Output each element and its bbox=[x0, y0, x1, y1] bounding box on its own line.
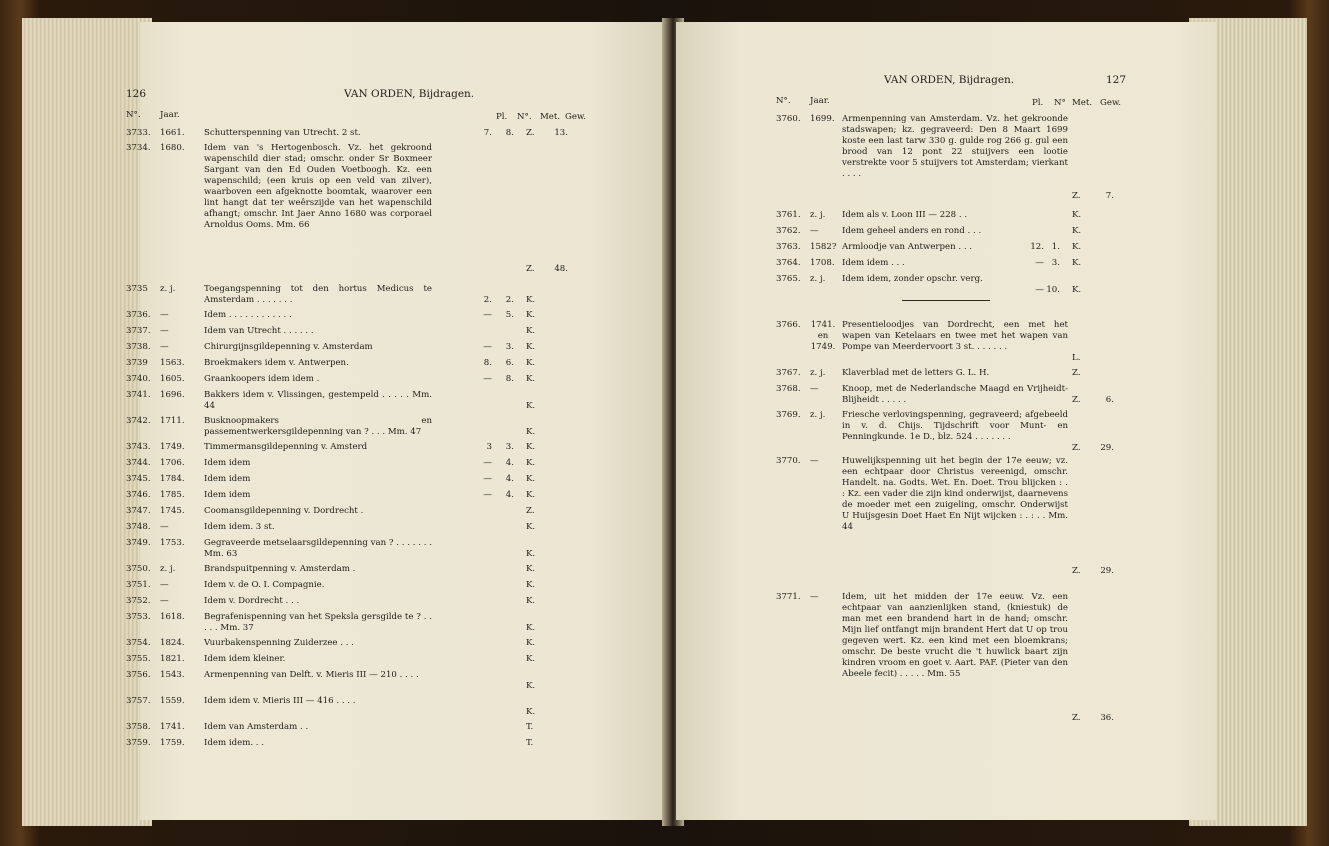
description: Idem idem, zonder opschr. verg. bbox=[842, 274, 983, 284]
table-row bbox=[776, 320, 1126, 364]
year: 1711. bbox=[160, 416, 185, 426]
description: Idem van 's Hertogenbosch. Vz. het gekroond wapenschild dier stad; omschr. onder Sr Boxmeer Sargant van den Ed Ouden Voetboogh. Kz. een wapenschild; (een kruis op een veld van zilver), waarboven een afgeknotte boomtak, waarover een lint hangt dat ter weêrszijde van het wapenschild afhangt; omschr. Int Jaer Anno 1680 was corporael Arnoldus Ooms. Mm. 66 bbox=[204, 143, 432, 230]
metal: K. bbox=[526, 596, 536, 606]
year: 1582? bbox=[810, 242, 837, 252]
metal: K. bbox=[526, 623, 536, 633]
description: Coomansgildepenning v. Dordrecht . bbox=[204, 506, 364, 516]
header-nr: N°. bbox=[517, 112, 532, 122]
plate-number: 8. bbox=[505, 374, 514, 384]
description: Graankoopers idem idem . bbox=[204, 374, 320, 384]
description: Vuurbakenspenning Zuiderzee . . . bbox=[204, 638, 354, 648]
table-row bbox=[126, 580, 570, 591]
description: Chirurgijnsgildepenning v. Amsterdam bbox=[204, 342, 373, 352]
header-gew: Gew. bbox=[565, 112, 587, 122]
year: 1745. bbox=[160, 506, 185, 516]
description: Idem idem . . . bbox=[842, 258, 905, 268]
year: — bbox=[810, 226, 819, 236]
description: Bakkers idem v. Vlissingen, gestempeld . . . . . Mm. 44 bbox=[204, 390, 432, 411]
metal: K. bbox=[526, 342, 536, 352]
year: 1708. bbox=[810, 258, 835, 268]
year: — bbox=[160, 580, 169, 590]
table-row bbox=[126, 143, 570, 275]
catalogue-number: 3770. bbox=[776, 456, 801, 466]
year: — bbox=[160, 310, 169, 320]
table-row bbox=[126, 596, 570, 607]
year: z. j. bbox=[810, 274, 826, 284]
year: 1741. en 1749. bbox=[810, 320, 836, 352]
catalogue-number: 3757. bbox=[126, 696, 151, 706]
metal: T. bbox=[526, 738, 534, 748]
year: z. j. bbox=[160, 284, 176, 294]
catalogue-number: 3733. bbox=[126, 128, 151, 138]
catalogue-number: 3736. bbox=[126, 310, 151, 320]
year: — bbox=[160, 596, 169, 606]
year: 1559. bbox=[160, 696, 185, 706]
plate-number: 3. bbox=[1051, 258, 1060, 268]
metal: K. bbox=[1072, 258, 1082, 268]
table-row bbox=[126, 638, 570, 649]
plate: 12. bbox=[1030, 242, 1044, 252]
catalogue-number: 3753. bbox=[126, 612, 151, 622]
table-row bbox=[126, 696, 570, 718]
table-row bbox=[126, 374, 570, 385]
description: Idem, uit het midden der 17e eeuw. Vz. een echtpaar van aanzienlijken stand, (kniestuk) de man met een brandend hart in de hand; omschr. Mijn lief ontfangt mijn brandent Hert dat U op trou gegeven wert. Kz. een kind met een bloemkrans; omschr. De beste vrucht die 't huwlick baart zijn kindren vroom en goet v. Aart. PAF. (Pieter van den Abeele fecit) . . . . . Mm. 55 bbox=[842, 592, 1068, 679]
description: Knoop, met de Nederlandsche Maagd en Vrijheidt-Blijheidt . . . . . bbox=[842, 384, 1068, 405]
year: 1661. bbox=[160, 128, 185, 138]
description: Busknoopmakers en passementwerkersgildepenning van ? . . . Mm. 47 bbox=[204, 416, 432, 437]
year: 1785. bbox=[160, 490, 185, 500]
catalogue-number: 3769. bbox=[776, 410, 801, 420]
plate-number: 5. bbox=[505, 310, 514, 320]
plate-number: 6. bbox=[505, 358, 514, 368]
catalogue-number: 3739 bbox=[126, 358, 148, 368]
plate: — bbox=[483, 310, 492, 320]
year: — bbox=[810, 456, 819, 466]
plate-number: 3. bbox=[505, 342, 514, 352]
table-row bbox=[126, 506, 570, 517]
catalogue-number: 3741. bbox=[126, 390, 151, 400]
weight: 48. bbox=[554, 264, 568, 274]
metal: K. bbox=[1072, 285, 1082, 295]
catalogue-number: 3754. bbox=[126, 638, 151, 648]
year: z. j. bbox=[810, 210, 826, 220]
weight: 7. bbox=[1105, 191, 1114, 201]
year: 1706. bbox=[160, 458, 185, 468]
description: Idem idem bbox=[204, 474, 251, 484]
plate: — bbox=[483, 374, 492, 384]
table-row bbox=[776, 410, 1126, 454]
table-row bbox=[126, 310, 570, 321]
metal: K. bbox=[526, 580, 536, 590]
year: — bbox=[160, 522, 169, 532]
description: Idem van Utrecht . . . . . . bbox=[204, 326, 314, 336]
running-title-right: VAN ORDEN, Bijdragen. bbox=[884, 74, 1015, 86]
weight: 29. bbox=[1100, 566, 1114, 576]
description: Broekmakers idem v. Antwerpen. bbox=[204, 358, 349, 368]
table-row bbox=[776, 274, 1126, 296]
table-row bbox=[126, 722, 570, 733]
table-row bbox=[126, 342, 570, 353]
plate-number: 4. bbox=[505, 490, 514, 500]
table-row bbox=[776, 258, 1126, 269]
weight: 13. bbox=[554, 128, 568, 138]
header-pl: Pl. bbox=[496, 112, 508, 122]
table-row bbox=[776, 226, 1126, 237]
header-nr: N° bbox=[1054, 98, 1066, 108]
metal: Z. bbox=[1072, 395, 1081, 405]
metal: K. bbox=[526, 374, 536, 384]
metal: K. bbox=[526, 654, 536, 664]
table-row bbox=[776, 242, 1126, 253]
table-row bbox=[126, 326, 570, 337]
description: Toegangspenning tot den hortus Medicus te Amsterdam . . . . . . . bbox=[204, 284, 432, 305]
year: 1563. bbox=[160, 358, 185, 368]
metal: K. bbox=[526, 427, 536, 437]
section-divider bbox=[902, 300, 990, 301]
year: — bbox=[810, 592, 819, 602]
metal: Z. bbox=[526, 128, 535, 138]
year: 1824. bbox=[160, 638, 185, 648]
metal: K. bbox=[1072, 210, 1082, 220]
description: Armenpenning van Amsterdam. Vz. het gekroonde stadswapen; kz. gegraveerd: Den 8 Maart 1699 koste een last tarw 330 g. gulde rog 266 g. gul een brood van 12 pont 22 stuijvers een lootie verstrekte voor 5 stuijvers tot Amsterdam; vierkant . . . . bbox=[842, 114, 1068, 179]
year: 1784. bbox=[160, 474, 185, 484]
year: 1759. bbox=[160, 738, 185, 748]
metal: K. bbox=[1072, 226, 1082, 236]
metal: Z. bbox=[526, 506, 535, 516]
plate: 2. bbox=[483, 295, 492, 305]
catalogue-number: 3752. bbox=[126, 596, 151, 606]
year: — bbox=[160, 342, 169, 352]
description: Friesche verlovingspenning, gegraveerd; afgebeeld in v. d. Chijs. Tijdschrift voor Munt- en Penningkunde. 1e D., blz. 524 . . . . . . . bbox=[842, 410, 1068, 442]
metal: K. bbox=[526, 326, 536, 336]
table-row bbox=[126, 474, 570, 485]
table-row bbox=[126, 738, 570, 749]
table-row bbox=[126, 490, 570, 501]
metal: K. bbox=[526, 549, 536, 559]
table-row bbox=[776, 114, 1126, 202]
metal: K. bbox=[526, 474, 536, 484]
table-row bbox=[126, 612, 570, 634]
description: Idem . . . . . . . . . . . . bbox=[204, 310, 292, 320]
catalogue-number: 3766. bbox=[776, 320, 801, 330]
metal: T. bbox=[526, 722, 534, 732]
year: 1741. bbox=[160, 722, 185, 732]
catalogue-number: 3746. bbox=[126, 490, 151, 500]
metal: K. bbox=[526, 458, 536, 468]
description: Brandspuitpenning v. Amsterdam . bbox=[204, 564, 356, 574]
header-no: N°. bbox=[126, 110, 141, 120]
table-row bbox=[126, 284, 570, 306]
description: Idem v. Dordrecht . . . bbox=[204, 596, 300, 606]
table-row bbox=[126, 670, 570, 692]
catalogue-number: 3762. bbox=[776, 226, 801, 236]
description: Gegraveerde metselaarsgildepenning van ? . . . . . . . Mm. 63 bbox=[204, 538, 432, 559]
metal: Z. bbox=[526, 264, 535, 274]
year: — bbox=[810, 384, 819, 394]
metal: K. bbox=[526, 295, 536, 305]
plate: — bbox=[1035, 285, 1044, 295]
plate: 7. bbox=[483, 128, 492, 138]
catalogue-number: 3761. bbox=[776, 210, 801, 220]
catalogue-number: 3738. bbox=[126, 342, 151, 352]
table-row bbox=[126, 522, 570, 533]
catalogue-number: 3750. bbox=[126, 564, 151, 574]
description: Armloodje van Antwerpen . . . bbox=[842, 242, 973, 252]
table-row bbox=[126, 538, 570, 560]
metal: Z. bbox=[1072, 368, 1081, 378]
plate: — bbox=[483, 474, 492, 484]
metal: Z. bbox=[1072, 713, 1081, 723]
catalogue-number: 3764. bbox=[776, 258, 801, 268]
plate: 3 bbox=[486, 442, 492, 452]
plate: — bbox=[483, 458, 492, 468]
header-no: N°. bbox=[776, 96, 791, 106]
catalogue-number: 3765. bbox=[776, 274, 801, 284]
weight: 36. bbox=[1100, 713, 1114, 723]
left-page bbox=[126, 22, 668, 820]
header-pl: Pl. bbox=[1032, 98, 1044, 108]
catalogue-number: 3747. bbox=[126, 506, 151, 516]
plate-number: 3. bbox=[505, 442, 514, 452]
catalogue-number: 3751. bbox=[126, 580, 151, 590]
plate: — bbox=[1035, 258, 1044, 268]
metal: K. bbox=[526, 681, 536, 691]
catalogue-number: 3771. bbox=[776, 592, 801, 602]
metal: Z. bbox=[1072, 443, 1081, 453]
header-met: Met. bbox=[1072, 98, 1093, 108]
table-row bbox=[126, 564, 570, 575]
year: z. j. bbox=[810, 410, 826, 420]
description: Idem idem v. Mieris III — 416 . . . . bbox=[204, 696, 356, 706]
table-row bbox=[126, 390, 570, 412]
description: Timmermansgildepenning v. Amsterd bbox=[204, 442, 368, 452]
catalogue-number: 3748. bbox=[126, 522, 151, 532]
catalogue-number: 3767. bbox=[776, 368, 801, 378]
plate: — bbox=[483, 342, 492, 352]
year: 1753. bbox=[160, 538, 185, 548]
plate-number: 1. bbox=[1051, 242, 1060, 252]
plate-number: 10. bbox=[1046, 285, 1060, 295]
description: Armenpenning van Delft. v. Mieris III — 210 . . . . bbox=[204, 670, 419, 680]
plate-number: 2. bbox=[505, 295, 514, 305]
table-row bbox=[776, 368, 1126, 379]
catalogue-number: 3740. bbox=[126, 374, 151, 384]
header-jaar: Jaar. bbox=[160, 110, 180, 120]
year: 1618. bbox=[160, 612, 185, 622]
catalogue-number: 3758. bbox=[126, 722, 151, 732]
metal: K. bbox=[526, 522, 536, 532]
description: Idem idem bbox=[204, 490, 251, 500]
plate-number: 4. bbox=[505, 474, 514, 484]
metal: K. bbox=[526, 401, 536, 411]
metal: K. bbox=[526, 564, 536, 574]
plate-number: 8. bbox=[505, 128, 514, 138]
header-jaar: Jaar. bbox=[810, 96, 830, 106]
metal: L. bbox=[1072, 353, 1081, 363]
year: — bbox=[160, 326, 169, 336]
header-gew: Gew. bbox=[1100, 98, 1122, 108]
plate: 8. bbox=[483, 358, 492, 368]
table-row bbox=[126, 128, 570, 139]
metal: K. bbox=[526, 358, 536, 368]
weight: 6. bbox=[1105, 395, 1114, 405]
metal: K. bbox=[526, 310, 536, 320]
description: Idem als v. Loon III — 228 . . bbox=[842, 210, 968, 220]
metal: K. bbox=[526, 490, 536, 500]
header-met: Met. bbox=[540, 112, 561, 122]
description: Klaverblad met de letters G. L. H. bbox=[842, 368, 990, 378]
catalogue-number: 3759. bbox=[126, 738, 151, 748]
catalogue-number: 3755. bbox=[126, 654, 151, 664]
table-row bbox=[126, 654, 570, 665]
year: 1749. bbox=[160, 442, 185, 452]
description: Idem v. de O. I. Compagnie. bbox=[204, 580, 325, 590]
table-row bbox=[776, 456, 1126, 577]
catalogue-number: 3768. bbox=[776, 384, 801, 394]
description: Huwelijkspenning uit het begin der 17e eeuw; vz. een echtpaar door Christus vereenigd, omschr. Handelt. na. Godts. Wet. En. Doet. Trou blijcken : . : Kz. een vader die zijn kind onderwijst, daarnevens de moeder met een zuigeling, omschr. Onderwijst U Huijsgesin Doet Haet En Nijt wijcken : . : . . Mm. 44 bbox=[842, 456, 1068, 532]
description: Presentieloodjes van Dordrecht, een met het wapen van Ketelaars en twee met het wapen van Pompe van Meerdervoort 3 st. . . . . . . bbox=[842, 320, 1068, 352]
year: 1696. bbox=[160, 390, 185, 400]
table-row bbox=[126, 442, 570, 453]
catalogue-number: 3756. bbox=[126, 670, 151, 680]
catalogue-number: 3760. bbox=[776, 114, 801, 124]
metal: K. bbox=[526, 442, 536, 452]
weight: 29. bbox=[1100, 443, 1114, 453]
metal: Z. bbox=[1072, 191, 1081, 201]
table-row bbox=[126, 358, 570, 369]
catalogue-number: 3735 bbox=[126, 284, 148, 294]
description: Idem geheel anders en rond . . . bbox=[842, 226, 982, 236]
year: 1821. bbox=[160, 654, 185, 664]
description: Begrafenispenning van het Speksla gersgilde te ? . . . . . Mm. 37 bbox=[204, 612, 432, 633]
year: 1605. bbox=[160, 374, 185, 384]
catalogue-number: 3744. bbox=[126, 458, 151, 468]
year: 1680. bbox=[160, 143, 185, 153]
description: Schutterspenning van Utrecht. 2 st. bbox=[204, 128, 361, 138]
catalogue-number: 3734. bbox=[126, 143, 151, 153]
catalogue-number: 3737. bbox=[126, 326, 151, 336]
catalogue-number: 3743. bbox=[126, 442, 151, 452]
description: Idem idem kleiner. bbox=[204, 654, 286, 664]
plate-number: 4. bbox=[505, 458, 514, 468]
plate: — bbox=[483, 490, 492, 500]
running-title-left: VAN ORDEN, Bijdragen. bbox=[344, 88, 475, 100]
catalogue-number: 3763. bbox=[776, 242, 801, 252]
table-row bbox=[776, 210, 1126, 221]
catalogue-number: 3745. bbox=[126, 474, 151, 484]
table-row bbox=[126, 458, 570, 469]
year: z. j. bbox=[810, 368, 826, 378]
table-row bbox=[776, 592, 1126, 724]
year: 1543. bbox=[160, 670, 185, 680]
catalogue-number: 3742. bbox=[126, 416, 151, 426]
catalogue-number: 3749. bbox=[126, 538, 151, 548]
table-row bbox=[776, 384, 1126, 406]
table-row bbox=[126, 416, 570, 438]
metal: K. bbox=[526, 638, 536, 648]
description: Idem idem. 3 st. bbox=[204, 522, 275, 532]
right-page bbox=[676, 22, 1216, 820]
metal: Z. bbox=[1072, 566, 1081, 576]
description: Idem van Amsterdam . . bbox=[204, 722, 309, 732]
page-number-right: 127 bbox=[1106, 74, 1127, 86]
year: z. j. bbox=[160, 564, 176, 574]
description: Idem idem bbox=[204, 458, 251, 468]
description: Idem idem. . . bbox=[204, 738, 265, 748]
metal: K. bbox=[526, 707, 536, 717]
year: 1699. bbox=[810, 114, 835, 124]
metal: K. bbox=[1072, 242, 1082, 252]
page-number-left: 126 bbox=[126, 88, 147, 100]
